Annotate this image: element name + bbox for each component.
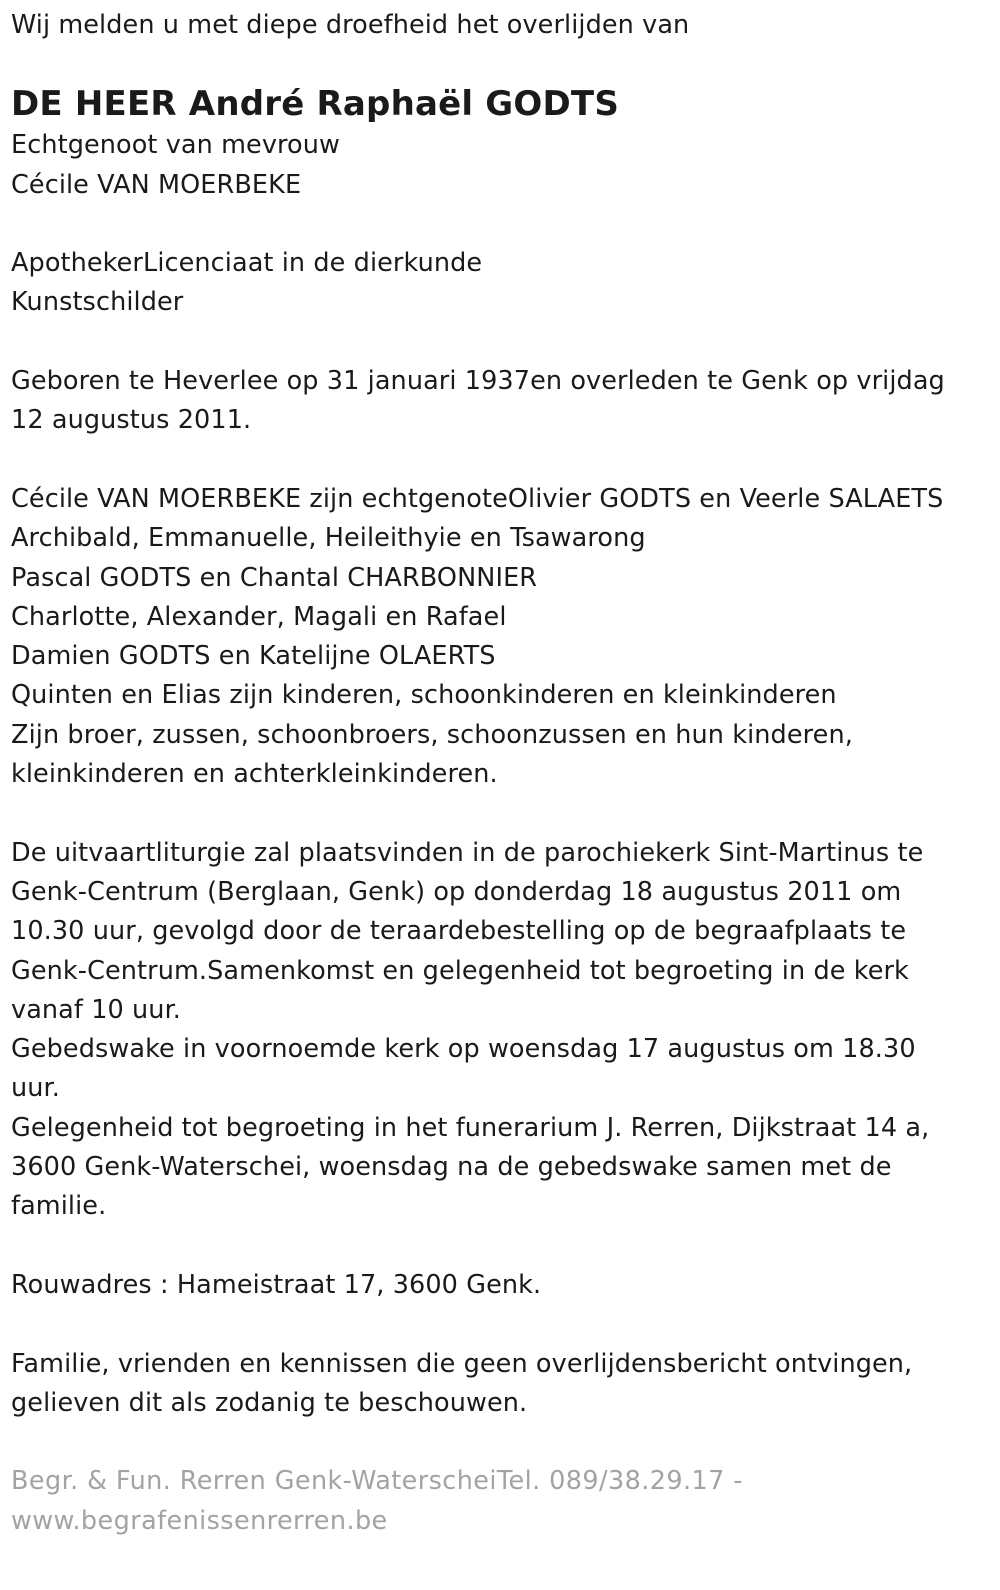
ceremony-line: De uitvaartliturgie zal plaatsvinden in de parochiekerk Sint-Martinus te: [11, 837, 924, 868]
ceremony-line: familie.: [11, 1191, 107, 1222]
family-line: Zijn broer, zussen, schoonbroers, schoonzussen en hun kinderen,: [11, 719, 853, 750]
family-line: Damien GODTS en Katelijne OLAERTS: [11, 641, 496, 672]
title-line: Kunstschilder: [11, 287, 184, 318]
footer-website: www.begrafenissenrerren.be: [11, 1505, 388, 1536]
ceremony-line: vanaf 10 uur.: [11, 994, 182, 1025]
spouse-block: [11, 126, 989, 205]
family-line: Charlotte, Alexander, Magali en Rafael: [11, 601, 507, 632]
closing-block: [11, 1345, 989, 1424]
birth-death-line: 12 augustus 2011.: [11, 405, 252, 436]
mourning-address: Rouwadres : Hameistraat 17, 3600 Genk.: [11, 1269, 542, 1300]
birth-death-block: [11, 362, 989, 441]
deceased-name: DE HEER André Raphaël GODTS: [11, 84, 620, 125]
ceremony-line: Genk-Centrum.Samenkomst en gelegenheid tot begroeting in de kerk: [11, 955, 909, 986]
closing-line: gelieven dit als zodanig te beschouwen.: [11, 1387, 528, 1418]
spouse-line: Cécile VAN MOERBEKE: [11, 169, 302, 200]
ceremony-line: Genk-Centrum (Berglaan, Genk) op donderdag 18 augustus 2011 om: [11, 876, 902, 907]
ceremony-block: [11, 834, 989, 1227]
ceremony-line: Gebedswake in voornoemde kerk op woensdag 17 augustus om 18.30: [11, 1034, 916, 1065]
funeral-home-footer: [11, 1462, 989, 1541]
closing-line: Familie, vrienden en kennissen die geen overlijdensbericht ontvingen,: [11, 1348, 913, 1379]
address-block: [11, 1266, 989, 1305]
family-block: [11, 480, 989, 794]
birth-death-line: Geboren te Heverlee op 31 januari 1937en overleden te Genk op vrijdag: [11, 366, 945, 397]
family-line: kleinkinderen en achterkleinkinderen.: [11, 759, 498, 790]
spouse-line: Echtgenoot van mevrouw: [11, 130, 340, 161]
family-line: Archibald, Emmanuelle, Heileithyie en Tsawarong: [11, 523, 646, 554]
family-line: Quinten en Elias zijn kinderen, schoonkinderen en kleinkinderen: [11, 680, 837, 711]
intro-text: Wij melden u met diepe droefheid het overlijden van: [11, 10, 690, 40]
ceremony-line: Gelegenheid tot begroeting in het funerarium J. Rerren, Dijkstraat 14 a,: [11, 1112, 930, 1143]
ceremony-line: 3600 Genk-Waterschei, woensdag na de gebedswake samen met de: [11, 1152, 892, 1183]
footer-line: Begr. & Fun. Rerren Genk-WaterscheiTel. 089/38.29.17 -: [11, 1466, 743, 1497]
ceremony-line: uur.: [11, 1073, 60, 1104]
family-line: Cécile VAN MOERBEKE zijn echtgenoteOlivier GODTS en Veerle SALAETS: [11, 483, 944, 514]
ceremony-line: 10.30 uur, gevolgd door de teraardebestelling op de begraafplaats te: [11, 916, 907, 947]
family-line: Pascal GODTS en Chantal CHARBONNIER: [11, 562, 538, 593]
titles-block: [11, 244, 989, 323]
title-line: ApothekerLicenciaat in de dierkunde: [11, 248, 483, 279]
